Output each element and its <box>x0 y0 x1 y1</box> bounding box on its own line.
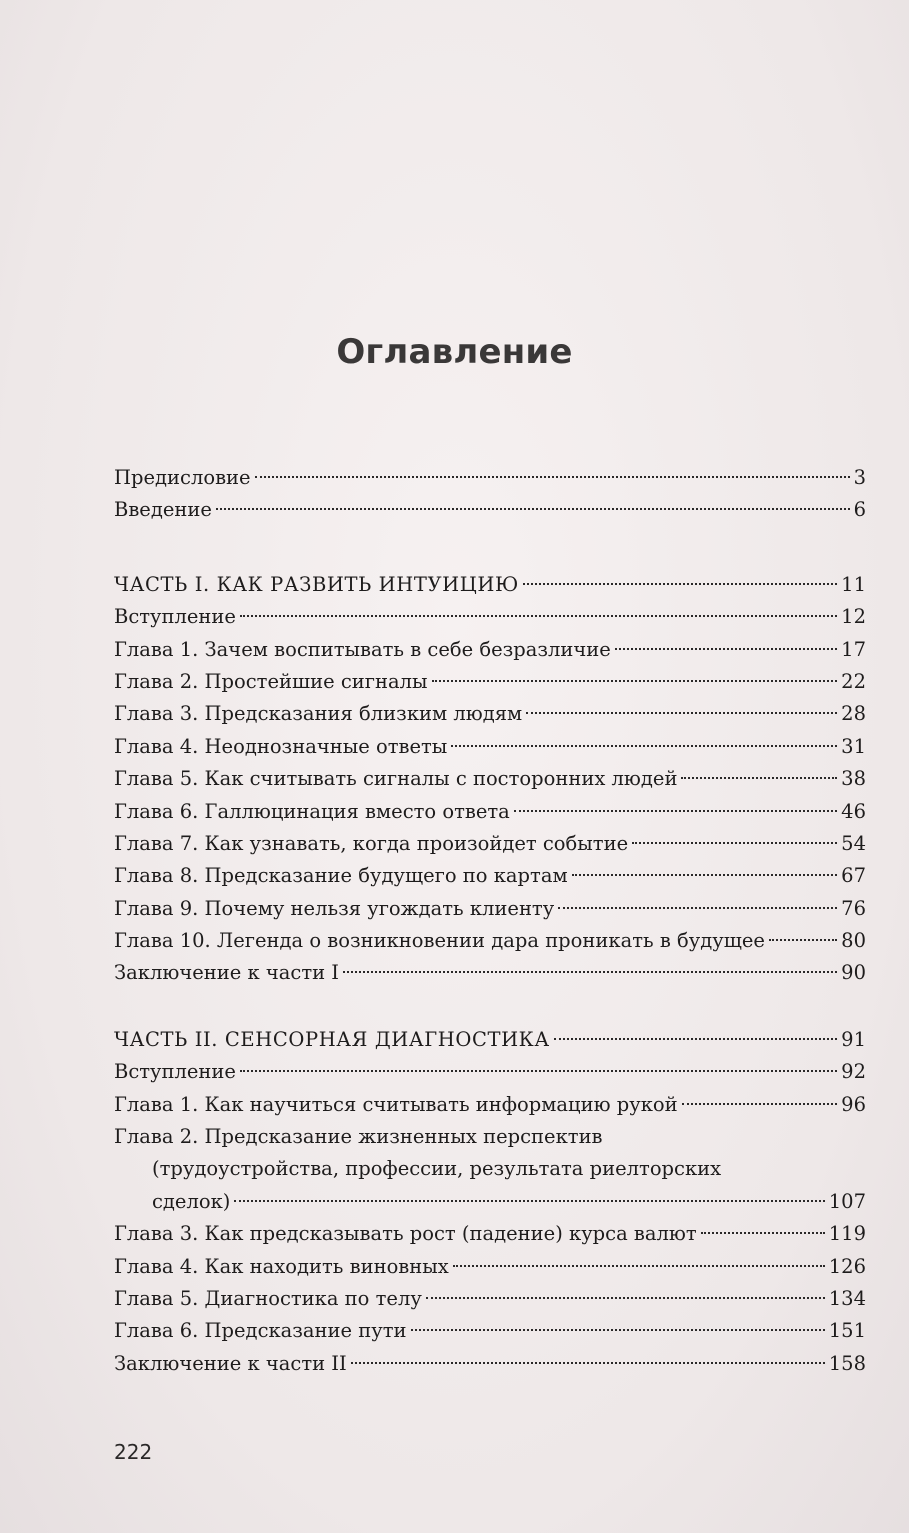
dot-leader <box>234 1200 824 1202</box>
entry-page: 80 <box>841 929 866 953</box>
entry-page: 119 <box>828 1222 866 1246</box>
toc-entry <box>114 1315 866 1347</box>
toc-entry <box>114 698 866 730</box>
entry-page: 3 <box>853 466 866 489</box>
table-of-contents <box>114 462 866 1380</box>
toc-entry <box>114 860 866 892</box>
toc-entry <box>114 763 866 795</box>
dot-leader <box>351 1362 825 1364</box>
dot-leader <box>453 1265 825 1267</box>
toc-entry <box>114 957 866 989</box>
toc-entry <box>114 601 866 633</box>
toc-entry <box>114 1348 866 1380</box>
dot-leader <box>451 745 837 747</box>
dot-leader <box>681 777 837 779</box>
page-number: 222 <box>114 1440 153 1464</box>
entry-title: Глава 4. Как находить виновных <box>114 1254 449 1278</box>
entry-title-line: Глава 2. Предсказание жизненных перспектив <box>114 1125 603 1149</box>
entry-page: 54 <box>841 831 866 855</box>
entry-page: 92 <box>841 1060 866 1084</box>
entry-title: Введение <box>114 498 212 522</box>
part-heading <box>114 1024 866 1056</box>
entry-title: Глава 5. Диагностика по телу <box>114 1287 422 1311</box>
entry-page: 17 <box>841 637 866 661</box>
entry-title: Глава 1. Как научиться считывать информацию рукой <box>114 1092 678 1116</box>
entry-page: 151 <box>828 1319 866 1343</box>
entry-title: Глава 5. Как считывать сигналы с посторонних людей <box>114 767 678 791</box>
dot-leader <box>526 712 837 714</box>
dot-leader <box>615 648 837 650</box>
entry-title: Предисловие <box>114 466 251 489</box>
dot-leader <box>426 1297 825 1299</box>
dot-leader <box>572 874 838 876</box>
dot-leader <box>240 1070 837 1072</box>
toc-entry <box>114 494 866 526</box>
dot-leader <box>343 971 837 973</box>
page-title: Оглавление <box>336 332 573 372</box>
entry-title: Глава 9. Почему нельзя угождать клиенту <box>114 896 555 920</box>
entry-page: 22 <box>841 669 866 693</box>
entry-page: 12 <box>841 605 866 629</box>
entry-title-line: сделок) <box>152 1189 231 1213</box>
entry-title: Заключение к части I <box>114 961 340 985</box>
entry-title-line: (трудоустройства, профессии, результата риелторских <box>152 1157 722 1181</box>
entry-page: 91 <box>841 1027 866 1051</box>
dot-leader <box>255 476 850 478</box>
entry-page: 11 <box>841 572 866 596</box>
entry-title: Глава 8. Предсказание будущего по картам <box>114 864 568 888</box>
entry-title: Глава 6. Предсказание пути <box>114 1319 407 1343</box>
toc-entry <box>114 1251 866 1283</box>
entry-title: Заключение к части II <box>114 1351 347 1375</box>
entry-title: Вступление <box>114 605 236 629</box>
dot-leader <box>432 680 838 682</box>
entry-page: 134 <box>828 1287 866 1311</box>
part-heading <box>114 569 866 601</box>
dot-leader <box>216 508 850 510</box>
toc-entry <box>114 1283 866 1315</box>
part-title: ЧАСТЬ I. КАК РАЗВИТЬ ИНТУИЦИЮ <box>114 572 519 596</box>
toc-entry <box>114 893 866 925</box>
dot-leader <box>554 1038 837 1040</box>
entry-title: Глава 2. Простейшие сигналы <box>114 669 428 693</box>
dot-leader <box>632 842 837 844</box>
dot-leader <box>411 1329 825 1331</box>
entry-title: Глава 4. Неоднозначные ответы <box>114 734 448 758</box>
entry-page: 28 <box>841 702 866 726</box>
entry-page: 67 <box>841 864 866 888</box>
dot-leader <box>514 810 837 812</box>
dot-leader <box>682 1103 838 1105</box>
toc-entry <box>114 1089 866 1121</box>
entry-page: 31 <box>841 734 866 758</box>
toc-entry <box>114 666 866 698</box>
dot-leader <box>769 939 837 941</box>
entry-page: 126 <box>828 1254 866 1278</box>
toc-entry <box>114 1056 866 1088</box>
entry-page: 90 <box>841 961 866 985</box>
entry-title: Глава 3. Предсказания близким людям <box>114 702 523 726</box>
entry-title: Глава 6. Галлюцинация вместо ответа <box>114 799 510 823</box>
dot-leader <box>701 1232 825 1234</box>
dot-leader <box>558 907 837 909</box>
toc-entry <box>114 731 866 763</box>
entry-page: 76 <box>841 896 866 920</box>
entry-title: Глава 7. Как узнавать, когда произойдет событие <box>114 831 629 855</box>
entry-title: Глава 1. Зачем воспитывать в себе безразличие <box>114 637 611 661</box>
entry-page: 46 <box>841 799 866 823</box>
toc-entry <box>114 634 866 666</box>
dot-leader <box>523 583 837 585</box>
toc-entry <box>114 828 866 860</box>
entry-page: 158 <box>828 1351 866 1375</box>
toc-entry <box>114 796 866 828</box>
entry-page: 107 <box>828 1189 866 1213</box>
part-title: ЧАСТЬ II. СЕНСОРНАЯ ДИАГНОСТИКА <box>114 1027 550 1051</box>
entry-page: 38 <box>841 767 866 791</box>
entry-page: 96 <box>841 1092 866 1116</box>
entry-title: Глава 10. Легенда о возникновении дара проникать в будущее <box>114 929 765 953</box>
entry-title: Глава 3. Как предсказывать рост (падение) курса валют <box>114 1222 697 1246</box>
toc-entry-multiline <box>114 1121 866 1218</box>
toc-entry <box>114 462 866 494</box>
toc-entry <box>114 1218 866 1250</box>
entry-page: 6 <box>853 498 866 522</box>
toc-entry <box>114 925 866 957</box>
dot-leader <box>240 615 837 617</box>
entry-title: Вступление <box>114 1060 236 1084</box>
